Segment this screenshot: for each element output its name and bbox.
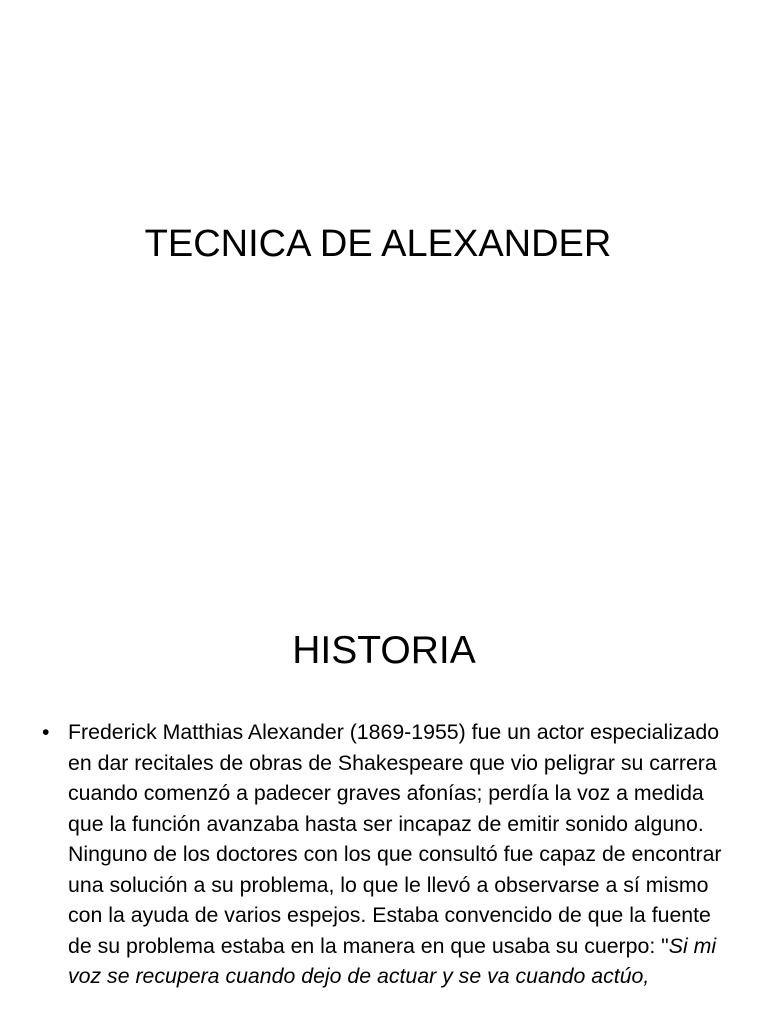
section-heading: HISTORIA (292, 629, 476, 672)
slide-title: TECNICA DE ALEXANDER (144, 223, 612, 265)
paragraph-text: Frederick Matthias Alexander (1869-1955) fue un actor especializado en dar recitales de obras de Shakespeare que vio peligrar su carrera cuando comenzó a padecer graves afonías; perdía la voz a medida que la función avanzaba hasta ser incapaz de emitir sonido alguno. Ninguno de los doctores con los que consultó fue capaz de encontrar una solución a su problema, lo que le llevó a observarse a sí mismo con la ayuda de varios espejos. Estaba convencido de que la fuente de su problema estaba en la manera en que usaba su cuerpo: " (68, 720, 722, 958)
bullet-icon: • (42, 720, 50, 744)
bullet-item (42, 717, 732, 992)
paragraph-quote: Si mi voz se recupera cuando dejo de actuar y se va cuando actúo, (68, 933, 717, 988)
bullet-list (42, 717, 732, 992)
